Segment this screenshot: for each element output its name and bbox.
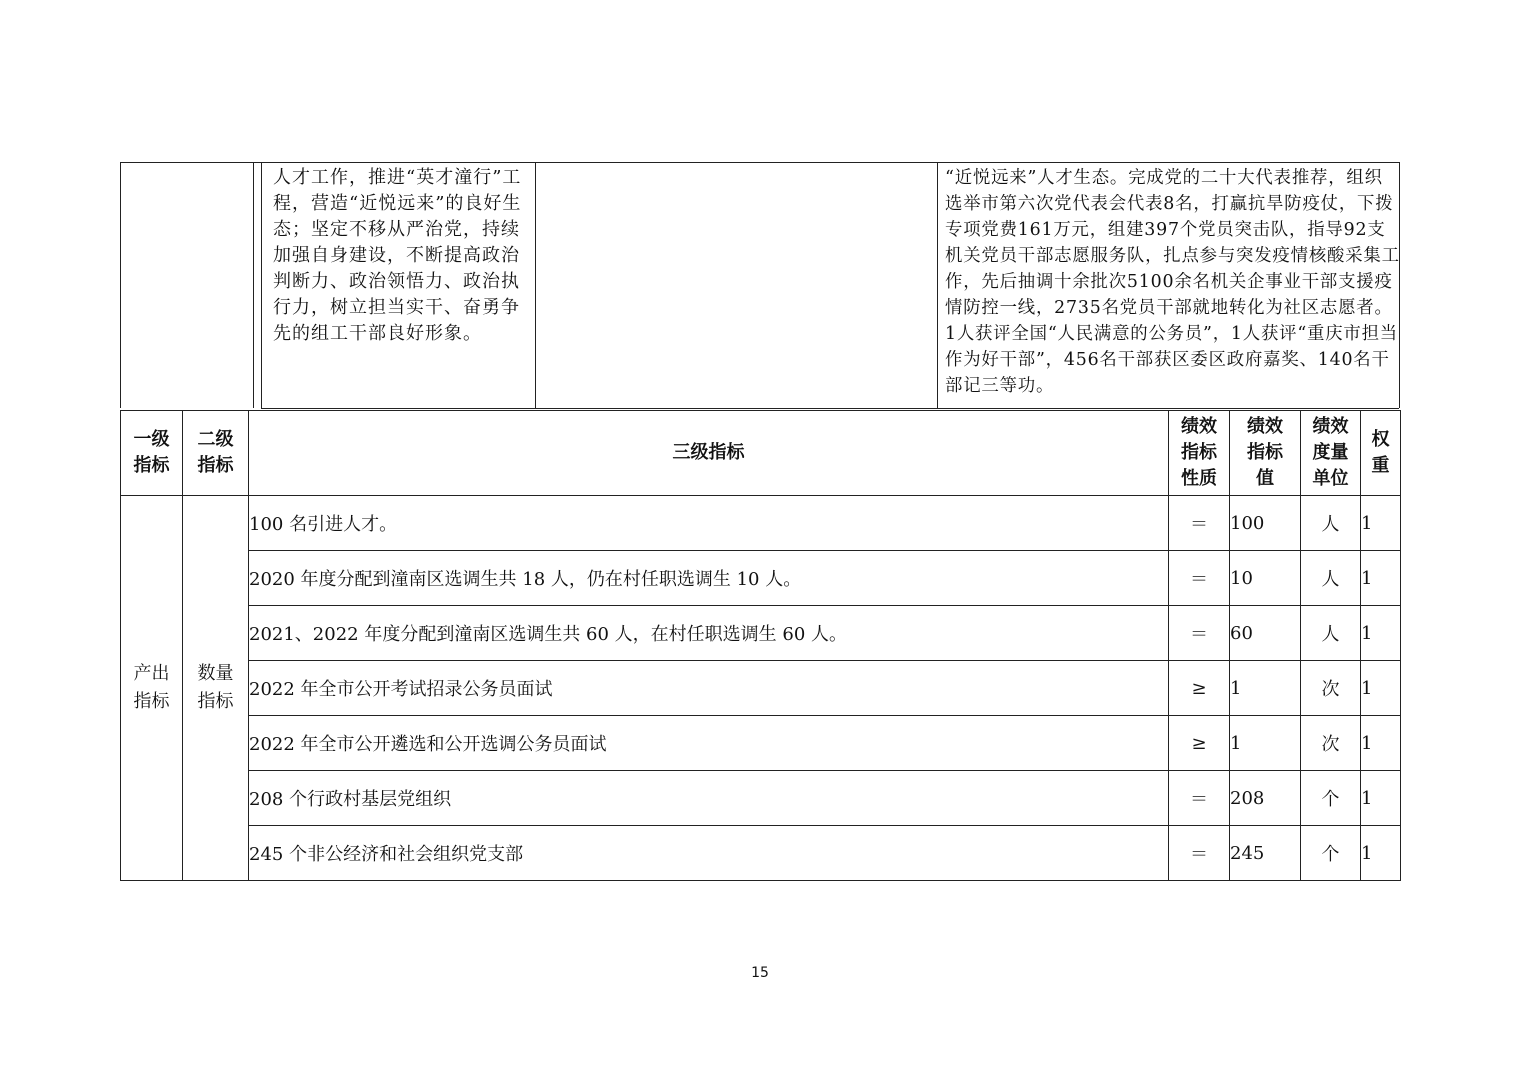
value-cell: 10 — [1230, 551, 1301, 606]
nature-cell: ＝ — [1169, 606, 1230, 661]
table-row — [121, 716, 1401, 771]
header-level1: 一级指标 — [121, 411, 183, 496]
indicator-cell: 245 个非公经济和社会组织党支部 — [249, 826, 1169, 881]
indicator-cell: 208 个行政村基层党组织 — [249, 771, 1169, 826]
header-nature: 绩效指标性质 — [1169, 411, 1230, 496]
header-value: 绩效指标值 — [1230, 411, 1301, 496]
cell-divider — [261, 163, 262, 408]
header-level2: 二级指标 — [183, 411, 249, 496]
unit-cell: 个 — [1301, 826, 1361, 881]
value-cell: 1 — [1230, 716, 1301, 771]
table-row — [121, 551, 1401, 606]
nature-cell: ＝ — [1169, 771, 1230, 826]
value-cell: 100 — [1230, 496, 1301, 551]
weight-cell: 1 — [1361, 661, 1401, 716]
nature-cell: ＝ — [1169, 496, 1230, 551]
value-cell: 208 — [1230, 771, 1301, 826]
nature-cell: ≥ — [1169, 661, 1230, 716]
weight-cell: 1 — [1361, 606, 1401, 661]
indicator-cell: 2022 年全市公开遴选和公开选调公务员面试 — [249, 716, 1169, 771]
goal-text: 人才工作，推进“英才潼行”工程，营造“近悦远来”的良好生态；坚定不移从严治党，持续加强自身建设，不断提高政治判断力、政治领悟力、政治执行力，树立担当实干、奋勇争先的组工干部良好形象。 — [273, 167, 522, 344]
weight-cell: 1 — [1361, 826, 1401, 881]
weight-cell: 1 — [1361, 771, 1401, 826]
achievement-text: “近悦远来”人才生态。完成党的二十大代表推荐，组织选举市第六次党代表会代表8名，打赢抗旱防疫仗，下拨专项党费161万元，组建397个党员突击队，指导92支机关党员干部志愿服务队，扎点参与突发疫情核酸采集工作，先后抽调十余批次5100余名机关企事业干部支援疫情防控一线，2735名党员干部就地转化为社区志愿者。1人获评全国“人民满意的公务员”，1人获评“重庆市担当作为好干部”，456名干部获区委区政府嘉奖、140名干部记三等功。 — [945, 168, 1400, 396]
indicator-table — [120, 410, 1401, 881]
indicator-cell: 2020 年度分配到潼南区选调生共 18 人，仍在村任职选调生 10 人。 — [249, 551, 1169, 606]
table-row — [121, 826, 1401, 881]
indicator-cell: 2022 年全市公开考试招录公务员面试 — [249, 661, 1169, 716]
unit-cell: 人 — [1301, 606, 1361, 661]
unit-cell: 次 — [1301, 661, 1361, 716]
nature-cell: ＝ — [1169, 551, 1230, 606]
unit-cell: 个 — [1301, 771, 1361, 826]
table-row — [121, 606, 1401, 661]
level2-cell: 数量指标 — [183, 496, 249, 881]
header-level3: 三级指标 — [249, 411, 1169, 496]
value-cell: 60 — [1230, 606, 1301, 661]
table-row — [121, 661, 1401, 716]
value-cell: 1 — [1230, 661, 1301, 716]
level1-cell: 产出指标 — [121, 496, 183, 881]
indicator-cell: 100 名引进人才。 — [249, 496, 1169, 551]
weight-cell: 1 — [1361, 496, 1401, 551]
unit-cell: 人 — [1301, 551, 1361, 606]
value-cell: 245 — [1230, 826, 1301, 881]
nature-cell: ≥ — [1169, 716, 1230, 771]
continuation-table — [120, 162, 1400, 408]
unit-cell: 人 — [1301, 496, 1361, 551]
header-row — [121, 411, 1401, 496]
cell-divider — [937, 163, 938, 408]
header-weight: 权重 — [1361, 411, 1401, 496]
cell-bottom-border — [261, 408, 1399, 409]
weight-cell: 1 — [1361, 551, 1401, 606]
table-row — [121, 771, 1401, 826]
page-number: 15 — [751, 965, 769, 981]
nature-cell: ＝ — [1169, 826, 1230, 881]
cell-divider — [253, 163, 254, 408]
indicator-cell: 2021、2022 年度分配到潼南区选调生共 60 人，在村任职选调生 60 人。 — [249, 606, 1169, 661]
unit-cell: 次 — [1301, 716, 1361, 771]
header-unit: 绩效度量单位 — [1301, 411, 1361, 496]
cell-divider — [535, 163, 536, 408]
weight-cell: 1 — [1361, 716, 1401, 771]
table-row — [121, 496, 1401, 551]
